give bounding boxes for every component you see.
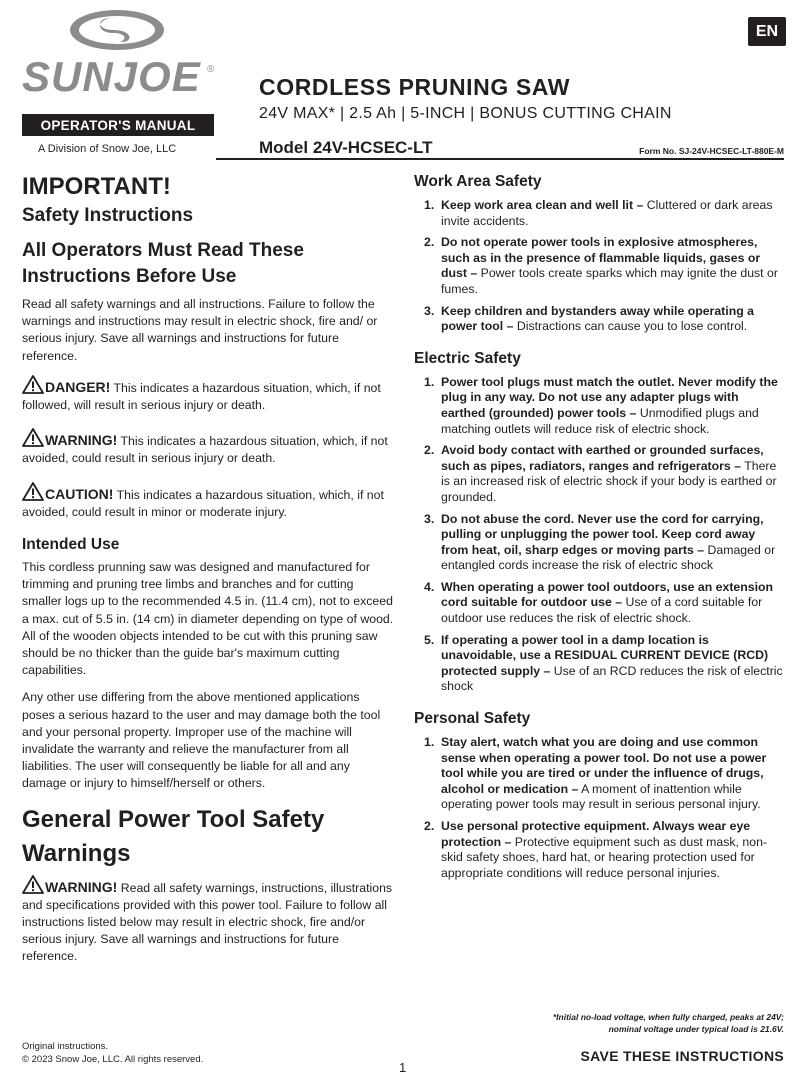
item-explanation: Protective equipment such as dust mask, non-skid safety shoes, hard hat, or hearing protection used for appropriate conditions will reduce personal injuries. bbox=[441, 834, 768, 880]
intro-paragraph: Read all safety warnings and all instructions. Failure to follow the warnings and instructions may result in electric shock, fire and/ or serious injury. Save all warnings and instructions for future reference. bbox=[22, 297, 378, 363]
list-item bbox=[424, 304, 784, 335]
footnote-line-1: *Initial no-load voltage, when fully charged, peaks at 24V; bbox=[552, 1012, 784, 1022]
right-column bbox=[414, 172, 784, 895]
warning-label: WARNING! bbox=[45, 432, 118, 449]
item-explanation: Unmodified plugs and matching outlets will reduce risk of electric shock. bbox=[441, 405, 759, 436]
brand-name: SUNJOE bbox=[22, 53, 201, 100]
danger-text: This indicates a hazardous situation, which, if not followed, will result in serious injury or death. bbox=[22, 380, 381, 413]
item-rule: Keep work area clean and well lit – bbox=[441, 198, 644, 212]
list-item bbox=[424, 235, 784, 297]
item-explanation: Use of an RCD reduces the risk of electric shock bbox=[441, 663, 783, 694]
item-rule: Keep children and bystanders away while operating a power tool – bbox=[441, 303, 754, 334]
electric-safety-list bbox=[424, 375, 784, 695]
item-number: 5. bbox=[424, 632, 435, 647]
work-area-list bbox=[424, 198, 784, 335]
list-item bbox=[424, 633, 784, 695]
item-number: 3. bbox=[424, 303, 435, 318]
danger-notice bbox=[22, 375, 394, 414]
list-item bbox=[424, 580, 784, 627]
item-rule: Do not abuse the cord. Never use the cord for carrying, pulling or unplugging the power tool. Keep cord away from heat, oil, sharp edges or moving parts – bbox=[441, 511, 764, 557]
general-warning-text: Read all safety warnings, instructions, illustrations and specifications provided with this power tool. Failure to follow all instructions listed below may result in electric shock, fire and/or serious injury. Save all warnings and instructions for future reference. bbox=[22, 880, 393, 964]
item-explanation: Use of a cord suitable for outdoor use reduces the risk of electric shock. bbox=[441, 595, 763, 626]
page-title: CORDLESS PRUNING SAW bbox=[259, 74, 571, 100]
item-rule: Use personal protective equipment. Always wear eye protection – bbox=[441, 819, 751, 849]
division-text: A Division of Snow Joe, LLC bbox=[38, 143, 177, 155]
sunjoe-logo-icon bbox=[68, 8, 166, 52]
general-warning-label: WARNING! bbox=[45, 878, 118, 895]
voltage-footnote bbox=[504, 1011, 784, 1035]
caution-label: CAUTION! bbox=[45, 485, 114, 502]
footer-legal bbox=[22, 1041, 203, 1066]
language-badge: EN bbox=[748, 17, 786, 46]
all-operators-heading: All Operators Must Read These Instructions Before Use bbox=[22, 240, 304, 287]
form-number: Form No. SJ-24V-HCSEC-LT-880E-M bbox=[639, 146, 784, 156]
general-warning-notice bbox=[22, 875, 394, 966]
item-explanation: Power tools create sparks which may ignite the dust or fumes. bbox=[441, 266, 778, 296]
list-item bbox=[424, 512, 784, 574]
personal-safety-list bbox=[424, 735, 784, 881]
item-rule: If operating a power tool in a damp location is unavoidable, use a RESIDUAL CURRENT DEVICE (RCD) protected supply – bbox=[441, 632, 769, 678]
item-number: 2. bbox=[424, 235, 435, 250]
intended-use-paragraph-2: Any other use differing from the above mentioned applications poses a serious hazard to the user and may damage both the tool and your personal property. Improper use of the machine will invalidate the warranty and relieve the manufacturer from all liabilities. The user will consequently be liable for all and any damage or injury to himself/herself or others. bbox=[22, 690, 381, 791]
brand-reg: ® bbox=[207, 64, 215, 75]
intended-use-heading: Intended Use bbox=[22, 536, 120, 554]
warning-text: This indicates a hazardous situation, which, if not avoided, could result in serious injury or death. bbox=[22, 434, 388, 466]
original-instructions: Original instructions. bbox=[22, 1041, 109, 1052]
item-rule: When operating a power tool outdoors, use an extension cord suitable for outdoor use – bbox=[441, 579, 774, 610]
copyright: © 2023 Snow Joe, LLC. All rights reserved. bbox=[22, 1053, 204, 1065]
list-item bbox=[424, 375, 784, 437]
item-number: 2. bbox=[424, 819, 435, 833]
list-item bbox=[424, 443, 784, 505]
footnote-line-2: nominal voltage under typical load is 21.6V. bbox=[608, 1024, 784, 1034]
model-number: Model 24V-HCSEC-LT bbox=[259, 138, 433, 157]
general-safety-heading: General Power Tool Safety Warnings bbox=[22, 805, 325, 867]
warning-triangle-icon bbox=[22, 428, 44, 447]
intended-use-paragraph-1: This cordless prunning saw was designed and manufactured for trimming and pruning tree limbs and branches and for cutting smaller logs up to the recommended 4.5 in. (11.4 cm), not to exceed a max. cut of 5.5 in. (14 cm) in diameter depending on type of wood. All of the wooden objects intended to be cut with this pruning saw should be no thicker than the guide bar's maximum cutting capabilities. bbox=[22, 560, 394, 678]
item-number: 4. bbox=[424, 579, 435, 594]
important-heading: IMPORTANT! bbox=[22, 173, 171, 200]
item-explanation: There is an increased risk of electric shock if your body is earthed or grounded. bbox=[441, 458, 777, 504]
list-item bbox=[424, 735, 784, 813]
item-explanation: Cluttered or dark areas invite accidents. bbox=[441, 198, 773, 228]
item-explanation: Damaged or entangled cords increase the risk of electric shock bbox=[441, 542, 776, 573]
item-number: 3. bbox=[424, 511, 435, 526]
left-column bbox=[22, 172, 394, 980]
warning-notice bbox=[22, 428, 394, 467]
item-rule: Power tool plugs must match the outlet. Never modify the plug in any way. Do not use any adapter plugs with earthed (grounded) power tools – bbox=[441, 374, 778, 420]
work-area-heading: Work Area Safety bbox=[414, 173, 542, 190]
item-rule: Do not operate power tools in explosive atmospheres, such as in the presence of flammable liquids, gases or dust – bbox=[441, 235, 761, 281]
list-item bbox=[424, 819, 784, 881]
caution-notice bbox=[22, 482, 394, 521]
item-explanation: A moment of inattention while operating power tools may result in serious personal injury. bbox=[441, 781, 761, 812]
operators-manual-bar: OPERATOR'S MANUAL bbox=[22, 114, 214, 136]
warning-triangle-icon bbox=[22, 375, 44, 394]
warning-triangle-icon bbox=[22, 482, 44, 501]
item-number: 1. bbox=[424, 735, 435, 750]
personal-safety-heading: Personal Safety bbox=[414, 710, 531, 728]
page-number: 1 bbox=[399, 1060, 407, 1074]
warning-triangle-icon bbox=[22, 875, 44, 894]
item-number: 1. bbox=[424, 374, 435, 389]
header-divider bbox=[216, 158, 784, 160]
electric-safety-heading: Electric Safety bbox=[414, 349, 521, 367]
page-subtitle: 24V MAX* | 2.5 Ah | 5-INCH | BONUS CUTTING CHAIN bbox=[259, 105, 672, 122]
item-number: 2. bbox=[424, 443, 435, 458]
danger-label: DANGER! bbox=[45, 378, 111, 395]
item-rule: Avoid body contact with earthed or grounded surfaces, such as pipes, radiators, ranges and refrigerators – bbox=[441, 443, 764, 473]
list-item bbox=[424, 198, 784, 229]
item-explanation: Distractions can cause you to lose control. bbox=[513, 319, 748, 334]
item-rule: Stay alert, watch what you are doing and use common sense when operating a power tool. Do not use a power tool while you are tired or under the influence of drugs, alcohol or medication – bbox=[441, 735, 767, 796]
caution-text: This indicates a hazardous situation, which, if not avoided, could result in minor or moderate injury. bbox=[22, 487, 384, 519]
safety-instructions-heading: Safety Instructions bbox=[22, 205, 194, 226]
item-number: 1. bbox=[424, 198, 435, 212]
save-instructions: SAVE THESE INSTRUCTIONS bbox=[580, 1048, 784, 1064]
